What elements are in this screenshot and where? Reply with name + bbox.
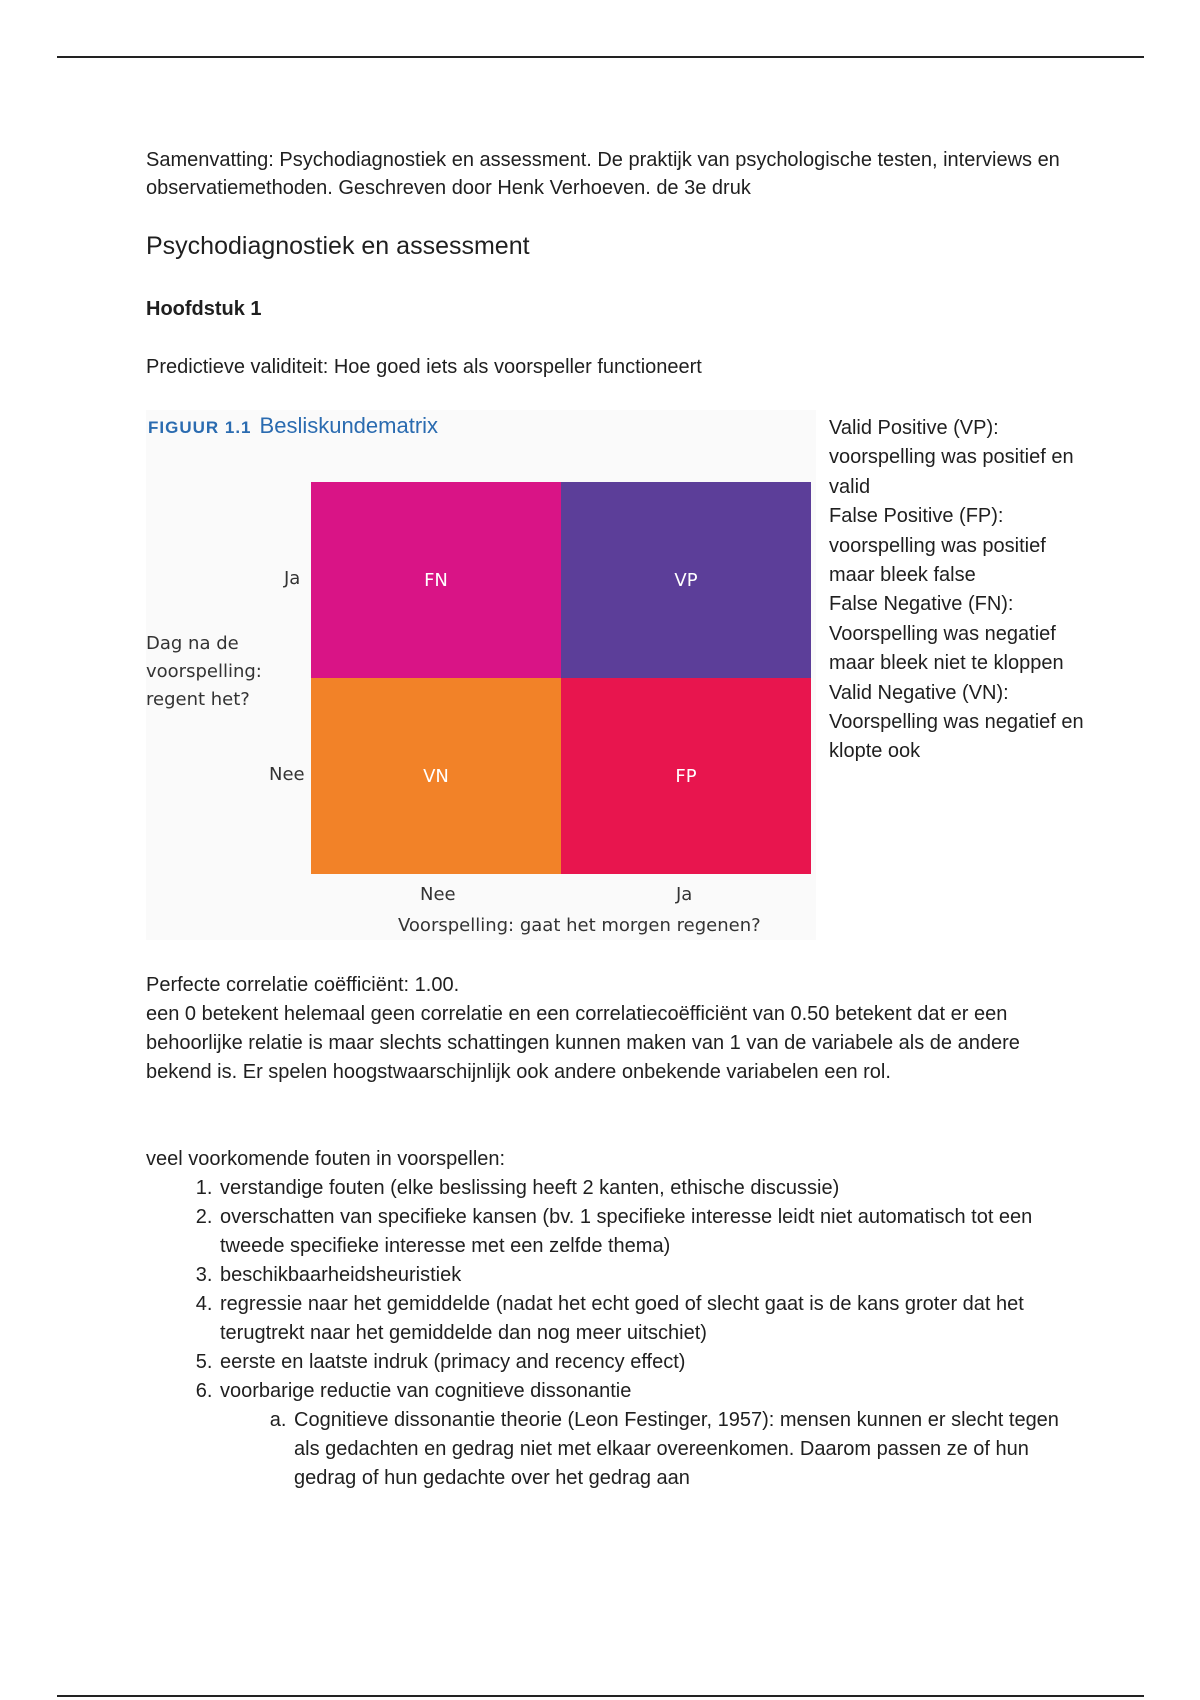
list-item: 1. verstandige fouten (elke beslissing heeft 2 kanten, ethische discussie) bbox=[218, 1174, 1066, 1203]
errors-list bbox=[146, 1174, 1066, 1493]
figure-title: Besliskundematrix bbox=[259, 413, 439, 438]
correlation-section bbox=[146, 971, 1066, 1087]
matrix-cell-fn: FN bbox=[311, 482, 561, 678]
legend-item-fp: False Positive (FP): voorspelling was positief maar bleek false bbox=[829, 505, 1046, 587]
errors-heading: veel voorkomende fouten in voorspellen: bbox=[146, 1148, 506, 1170]
document-title: Psychodiagnostiek en assessment bbox=[146, 232, 530, 260]
x-axis-label-ja: Ja bbox=[676, 884, 693, 905]
list-item: 5. eerste en laatste indruk (primacy and recency effect) bbox=[218, 1348, 1066, 1377]
predictive-validity-text: Predictieve validiteit: Hoe goed iets als voorspeller functioneert bbox=[146, 356, 702, 378]
y-axis-title: Dag na de voorspelling: regent het? bbox=[146, 633, 262, 710]
perfect-correlation-text: Perfecte correlatie coëfficiënt: 1.00. bbox=[146, 974, 460, 996]
list-item bbox=[218, 1377, 1066, 1493]
matrix-legend bbox=[829, 414, 1089, 767]
legend-item-vn: Valid Negative (VN): Voorspelling was negatief en klopte ook bbox=[829, 681, 1084, 763]
y-axis-label-nee: Nee bbox=[269, 764, 305, 785]
matrix-cell-fp: FP bbox=[561, 678, 811, 874]
decision-matrix-figure bbox=[146, 410, 816, 940]
matrix-cell-vp: VP bbox=[561, 482, 811, 678]
figure-caption bbox=[148, 413, 438, 439]
correlation-explanation: een 0 betekent helemaal geen correlatie en een correlatiecoëfficiënt van 0.50 betekent dat er een behoorlijke relatie is maar slechts schattingen kunnen maken van 1 van de variabele als de andere bekend is. Er spelen hoogstwaarschijnlijk ook andere onbekende variabelen een rol. bbox=[146, 1003, 1020, 1083]
document-intro: Samenvatting: Psychodiagnostiek en assessment. De praktijk van psychologische testen, interviews en observatiemethoden. Geschreven door Henk Verhoeven. de 3e druk bbox=[146, 149, 1060, 199]
x-axis-title: Voorspelling: gaat het morgen regenen? bbox=[398, 915, 761, 936]
errors-sublist bbox=[220, 1406, 1066, 1493]
list-item: 2. overschatten van specifieke kansen (bv. 1 specifieke interesse leidt niet automatisch tot een tweede specifieke interesse met een zelfde thema) bbox=[218, 1203, 1066, 1261]
list-item: 4. regressie naar het gemiddelde (nadat het echt goed of slecht gaat is de kans groter dat het terugtrekt naar het gemiddelde dan nog meer uitschiet) bbox=[218, 1290, 1066, 1348]
legend-item-fn: False Negative (FN): Voorspelling was negatief maar bleek niet te kloppen bbox=[829, 593, 1064, 675]
figure-label: FIGUUR 1.1 bbox=[148, 418, 252, 437]
legend-item-vp: Valid Positive (VP): voorspelling was positief en valid bbox=[829, 417, 1074, 498]
matrix-cell-vn: VN bbox=[311, 678, 561, 874]
sub-list-item: a. Cognitieve dissonantie theorie (Leon Festinger, 1957): mensen kunnen er slecht tegen als gedachten en gedrag niet met elkaar overeenkomen. Daarom passen ze of hun gedrag of hun gedachte over het gedrag aan bbox=[292, 1406, 1066, 1493]
list-item: 3. beschikbaarheidsheuristiek bbox=[218, 1261, 1066, 1290]
chapter-heading: Hoofdstuk 1 bbox=[146, 298, 262, 320]
y-axis-label-ja: Ja bbox=[284, 568, 301, 589]
prediction-errors-section bbox=[146, 1145, 1066, 1493]
page-bottom-rule bbox=[57, 1695, 1144, 1697]
page-top-rule bbox=[57, 56, 1144, 58]
list-item-text: voorbarige reductie van cognitieve dissonantie bbox=[220, 1380, 632, 1402]
x-axis-label-nee: Nee bbox=[420, 884, 456, 905]
